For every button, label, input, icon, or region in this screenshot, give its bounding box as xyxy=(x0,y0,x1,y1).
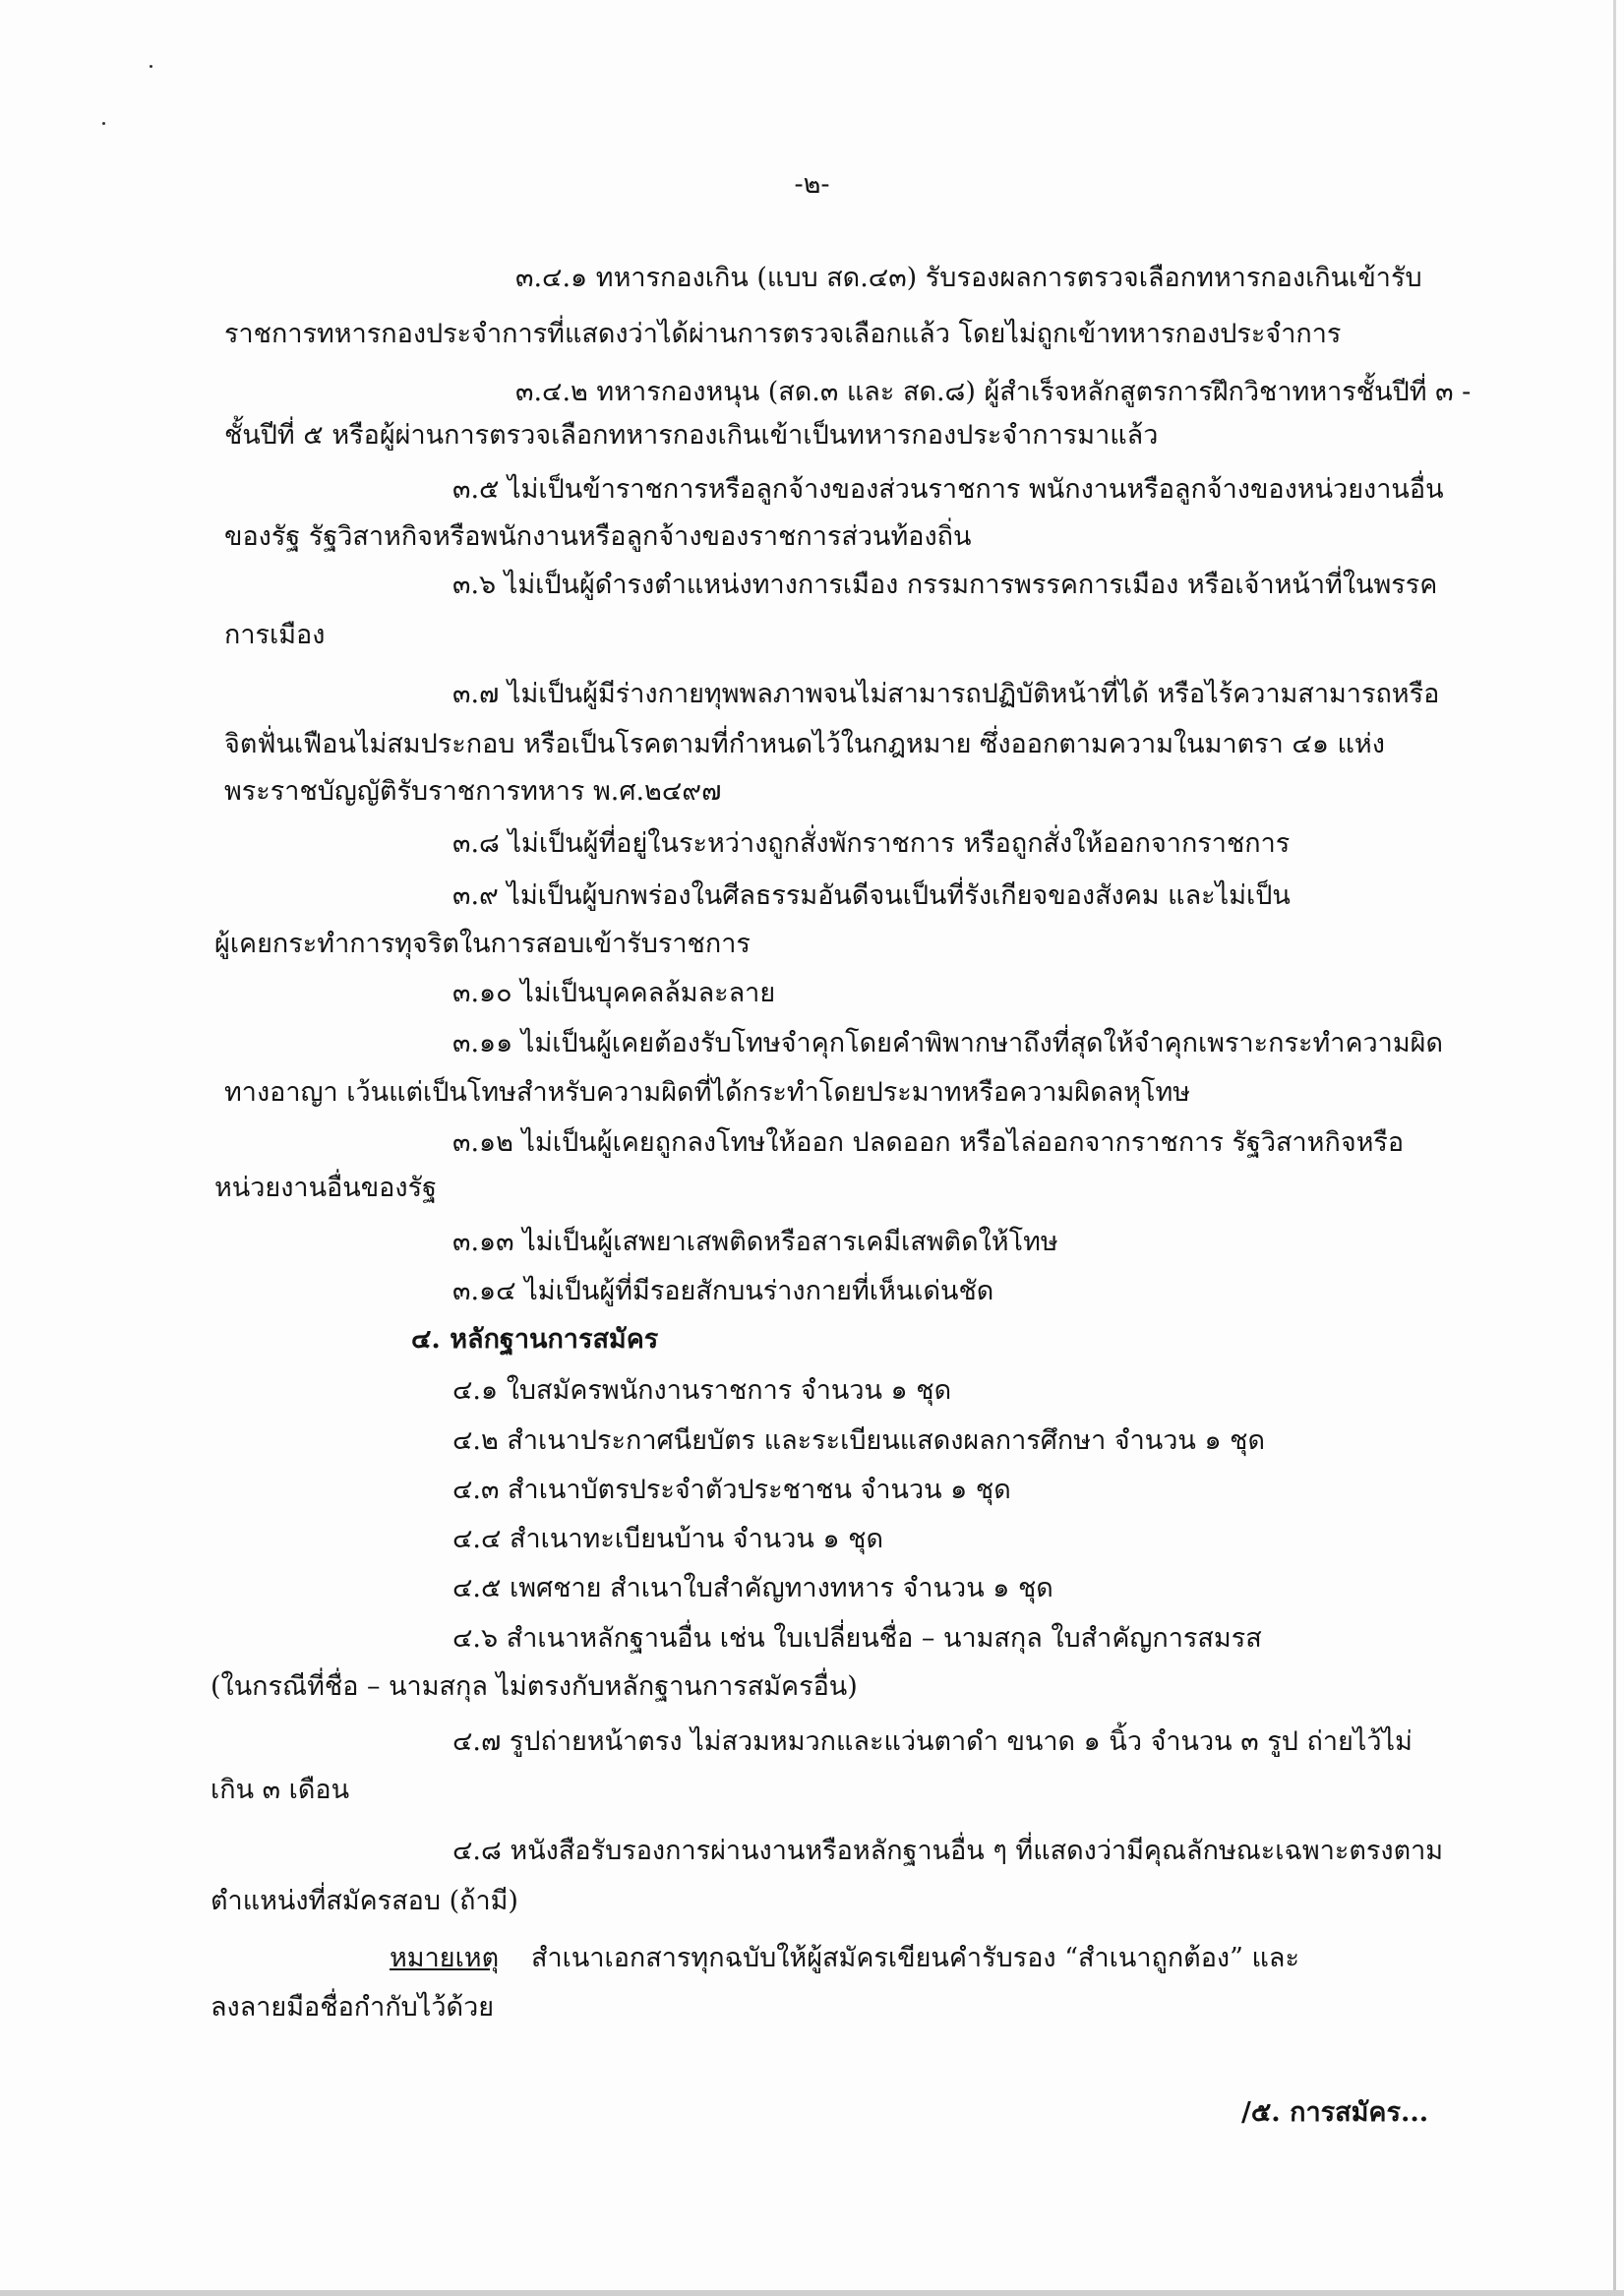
paragraph-line: ลงลายมือชื่อกำกับไว้ด้วย xyxy=(211,1992,495,2023)
paragraph-line: ทางอาญา เว้นแต่เป็นโทษสำหรับความผิดที่ได้กระทำโดยประมาทหรือความผิดลหุโทษ xyxy=(224,1077,1191,1108)
paragraph-line: ๓.๑๑ ไม่เป็นผู้เคยต้องรับโทษจำคุกโดยคำพิพากษาถึงที่สุดให้จำคุกเพราะกระทำความผิด xyxy=(452,1028,1443,1058)
paragraph-line: ๓.๑๐ ไม่เป็นบุคคลล้มละลาย xyxy=(452,978,776,1008)
paragraph-line: ๔.๘ หนังสือรับรองการผ่านงานหรือหลักฐานอื่น ๆ ที่แสดงว่ามีคุณลักษณะเฉพาะตรงตาม xyxy=(452,1836,1444,1866)
paragraph-line: ๔.๕ เพศชาย สำเนาใบสำคัญทางทหาร จำนวน ๑ ชุด xyxy=(452,1573,1053,1603)
paragraph-line: ๓.๑๔ ไม่เป็นผู้ที่มีรอยสักบนร่างกายที่เห็นเด่นชัด xyxy=(452,1276,994,1306)
paragraph-line: ของรัฐ รัฐวิสาหกิจหรือพนักงานหรือลูกจ้างของราชการส่วนท้องถิ่น xyxy=(224,521,972,552)
paragraph-line: พระราชบัญญัติรับราชการทหาร พ.ศ.๒๔๙๗ xyxy=(224,776,722,807)
paragraph-line: จิตฟั่นเฟือนไม่สมประกอบ หรือเป็นโรคตามที่กำหนดไว้ในกฎหมาย ซึ่งออกตามความในมาตรา ๔๑ แห่ง xyxy=(224,729,1385,759)
paragraph-line: ๓.๗ ไม่เป็นผู้มีร่างกายทุพพลภาพจนไม่สามารถปฏิบัติหน้าที่ได้ หรือไร้ความสามารถหรือ xyxy=(452,679,1440,709)
scan-speck xyxy=(150,65,152,68)
paragraph-line: ตำแหน่งที่สมัครสอบ (ถ้ามี) xyxy=(211,1886,518,1916)
scan-edge-bottom xyxy=(0,2290,1624,2296)
paragraph-line: ชั้นปีที่ ๕ หรือผู้ผ่านการตรวจเลือกทหารกองเกินเข้าเป็นทหารกองประจำการมาแล้ว xyxy=(224,420,1159,451)
paragraph-line: ๔.๗ รูปถ่ายหน้าตรง ไม่สวมหมวกและแว่นตาดำ ขนาด ๑ นิ้ว จำนวน ๓ รูป ถ่ายไว้ไม่ xyxy=(452,1726,1413,1757)
paragraph-line: ราชการทหารกองประจำการที่แสดงว่าได้ผ่านการตรวจเลือกแล้ว โดยไม่ถูกเข้าทหารกองประจำการ xyxy=(224,319,1342,349)
paragraph-line: ๓.๑๒ ไม่เป็นผู้เคยถูกลงโทษให้ออก ปลดออก หรือไล่ออกจากราชการ รัฐวิสาหกิจหรือ xyxy=(452,1127,1405,1158)
paragraph-line: ๓.๘ ไม่เป็นผู้ที่อยู่ในระหว่างถูกสั่งพักราชการ หรือถูกสั่งให้ออกจากราชการ xyxy=(452,828,1291,859)
continuation-marker: /๕. การสมัคร... xyxy=(1241,2097,1429,2128)
note-label: หมายเหตุ xyxy=(390,1943,500,1973)
paragraph-line: ๔.๑ ใบสมัครพนักงานราชการ จำนวน ๑ ชุด xyxy=(452,1375,952,1406)
page-number: -๒- xyxy=(794,169,830,200)
paragraph-line: ๔.๒ สำเนาประกาศนียบัตร และระเบียนแสดงผลการศึกษา จำนวน ๑ ชุด xyxy=(452,1425,1266,1456)
section-heading: ๔. หลักฐานการสมัคร xyxy=(411,1324,659,1355)
paragraph-line: (ในกรณีที่ชื่อ – นามสกุล ไม่ตรงกับหลักฐานการสมัครอื่น) xyxy=(211,1671,858,1702)
scan-speck xyxy=(102,122,105,125)
paragraph-line: ๓.๙ ไม่เป็นผู้บกพร่องในศีลธรรมอันดีจนเป็นที่รังเกียจของสังคม และไม่เป็น xyxy=(452,880,1291,911)
paragraph-line: การเมือง xyxy=(224,620,326,650)
paragraph-line: สำเนาเอกสารทุกฉบับให้ผู้สมัครเขียนคำรับรอง “สำเนาถูกต้อง” และ xyxy=(531,1943,1299,1973)
paragraph-line: ๔.๖ สำเนาหลักฐานอื่น เช่น ใบเปลี่ยนชื่อ – นามสกุล ใบสำคัญการสมรส xyxy=(452,1623,1262,1654)
page-number-line xyxy=(0,160,1624,210)
paragraph-line: เกิน ๓ เดือน xyxy=(211,1775,350,1805)
paragraph-line: ๓.๑๓ ไม่เป็นผู้เสพยาเสพติดหรือสารเคมีเสพติดให้โทษ xyxy=(452,1227,1058,1257)
paragraph-line: ๓.๔.๑ ทหารกองเกิน (แบบ สด.๔๓) รับรองผลการตรวจเลือกทหารกองเกินเข้ารับ xyxy=(515,263,1422,293)
paragraph-line: ๓.๕ ไม่เป็นข้าราชการหรือลูกจ้างของส่วนราชการ พนักงานหรือลูกจ้างของหน่วยงานอื่น xyxy=(452,474,1444,505)
paragraph-line: ผู้เคยกระทำการทุจริตในการสอบเข้ารับราชการ xyxy=(214,929,751,959)
paragraph-line: ๔.๓ สำเนาบัตรประจำตัวประชาชน จำนวน ๑ ชุด xyxy=(452,1475,1011,1505)
paragraph-line: หน่วยงานอื่นของรัฐ xyxy=(214,1173,437,1203)
paragraph-line: ๓.๖ ไม่เป็นผู้ดำรงตำแหน่งทางการเมือง กรรมการพรรคการเมือง หรือเจ้าหน้าที่ในพรรค xyxy=(452,570,1438,600)
paragraph-line: ๓.๔.๒ ทหารกองหนุน (สด.๓ และ สด.๘) ผู้สำเร็จหลักสูตรการฝึกวิชาทหารชั้นปีที่ ๓ - xyxy=(515,377,1472,407)
paragraph-line: ๔.๔ สำเนาทะเบียนบ้าน จำนวน ๑ ชุด xyxy=(452,1524,884,1554)
